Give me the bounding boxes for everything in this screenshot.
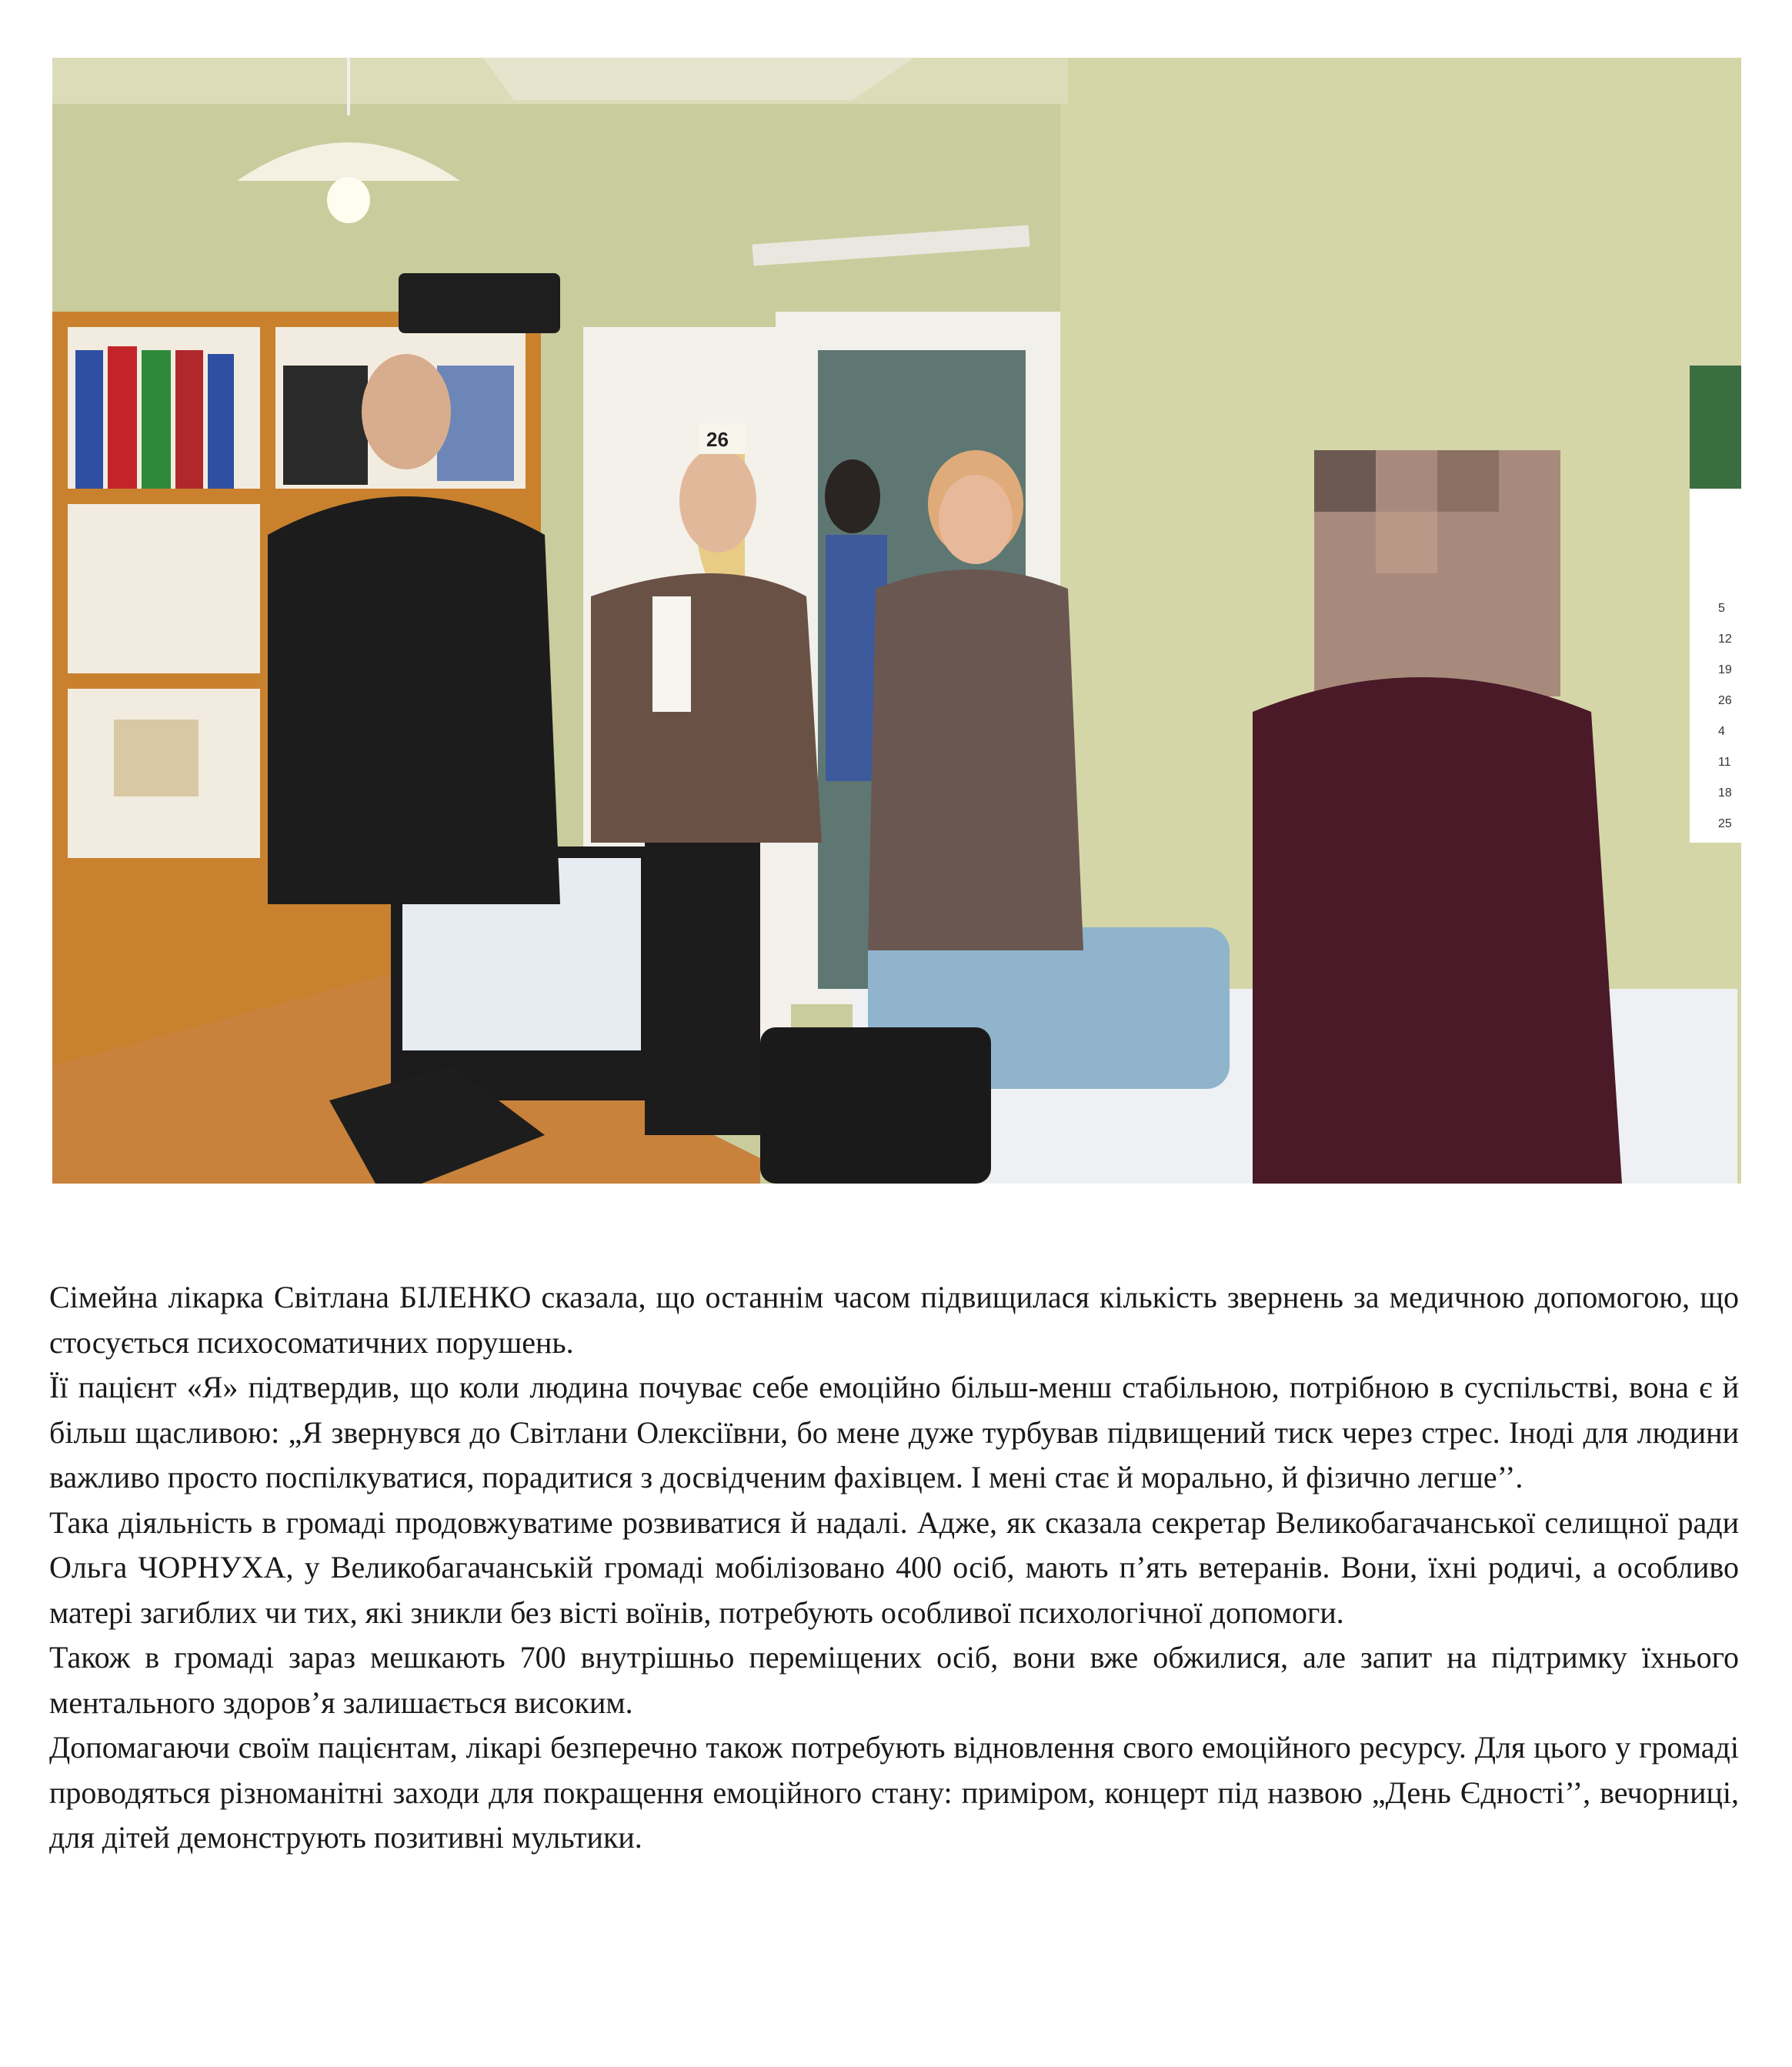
article-text xyxy=(49,1275,1739,1861)
article-paragraph: Сімейна лікарка Світлана БІЛЕНКО сказала, що останнім часом підвищилася кількість звернень за медичною допомогою, що стосується психосоматичних порушень. xyxy=(49,1280,1739,1360)
calendar-number: 4 xyxy=(1718,725,1725,738)
article-paragraph: Така діяльність в громаді продовжуватиме розвиватися й надалі. Адже, як сказала секретар Великобагачанської селищної ради Ольга ЧОРНУХА, у Великобагачанській громаді мобілізовано 400 осіб, мають п’ять ветеранів. Вони, їхні родичі, а особливо матері загиблих чи тих, які зникли без вісті воїнів, потребують особливої психологічної допомоги. xyxy=(49,1504,1739,1630)
calendar-number: 11 xyxy=(1718,756,1731,769)
article-paragraph: Допомагаючи своїм пацієнтам, лікарі безперечно також потребують відновлення свого емоційного ресурсу. Для цього у громаді проводяться різноманітні заходи для покращення емоційного стану: приміром, концерт під назвою „День Єдності’’, вечорниці, для дітей демонструють позитивні мультики. xyxy=(49,1730,1739,1855)
calendar-number: 12 xyxy=(1718,633,1732,646)
door-number: 26 xyxy=(706,428,729,451)
calendar-number: 18 xyxy=(1718,786,1732,800)
calendar-number: 26 xyxy=(1718,694,1732,707)
article-photo xyxy=(52,58,1741,1184)
calendar-number: 25 xyxy=(1718,817,1732,830)
article-paragraph: Її пацієнт «Я» підтвердив, що коли людина почуває себе емоційно більш-менш стабільною, потрібною в суспільстві, вона є й більш щасливою: „Я звернувся до Світлани Олексіївни, бо мене дуже турбував підвищений тиск через стрес. Іноді для людини важливо просто поспілкуватися, порадитися з досвідченим фахівцем. І мені стає й морально, й фізично легше’’. xyxy=(49,1370,1739,1494)
calendar-number: 19 xyxy=(1718,663,1732,676)
article-paragraph: Також в громаді зараз мешкають 700 внутрішньо переміщених осіб, вони вже обжилися, але запит на підтримку їхнього ментального здоров’я залишається високим. xyxy=(49,1640,1739,1720)
calendar-number: 5 xyxy=(1718,602,1725,615)
